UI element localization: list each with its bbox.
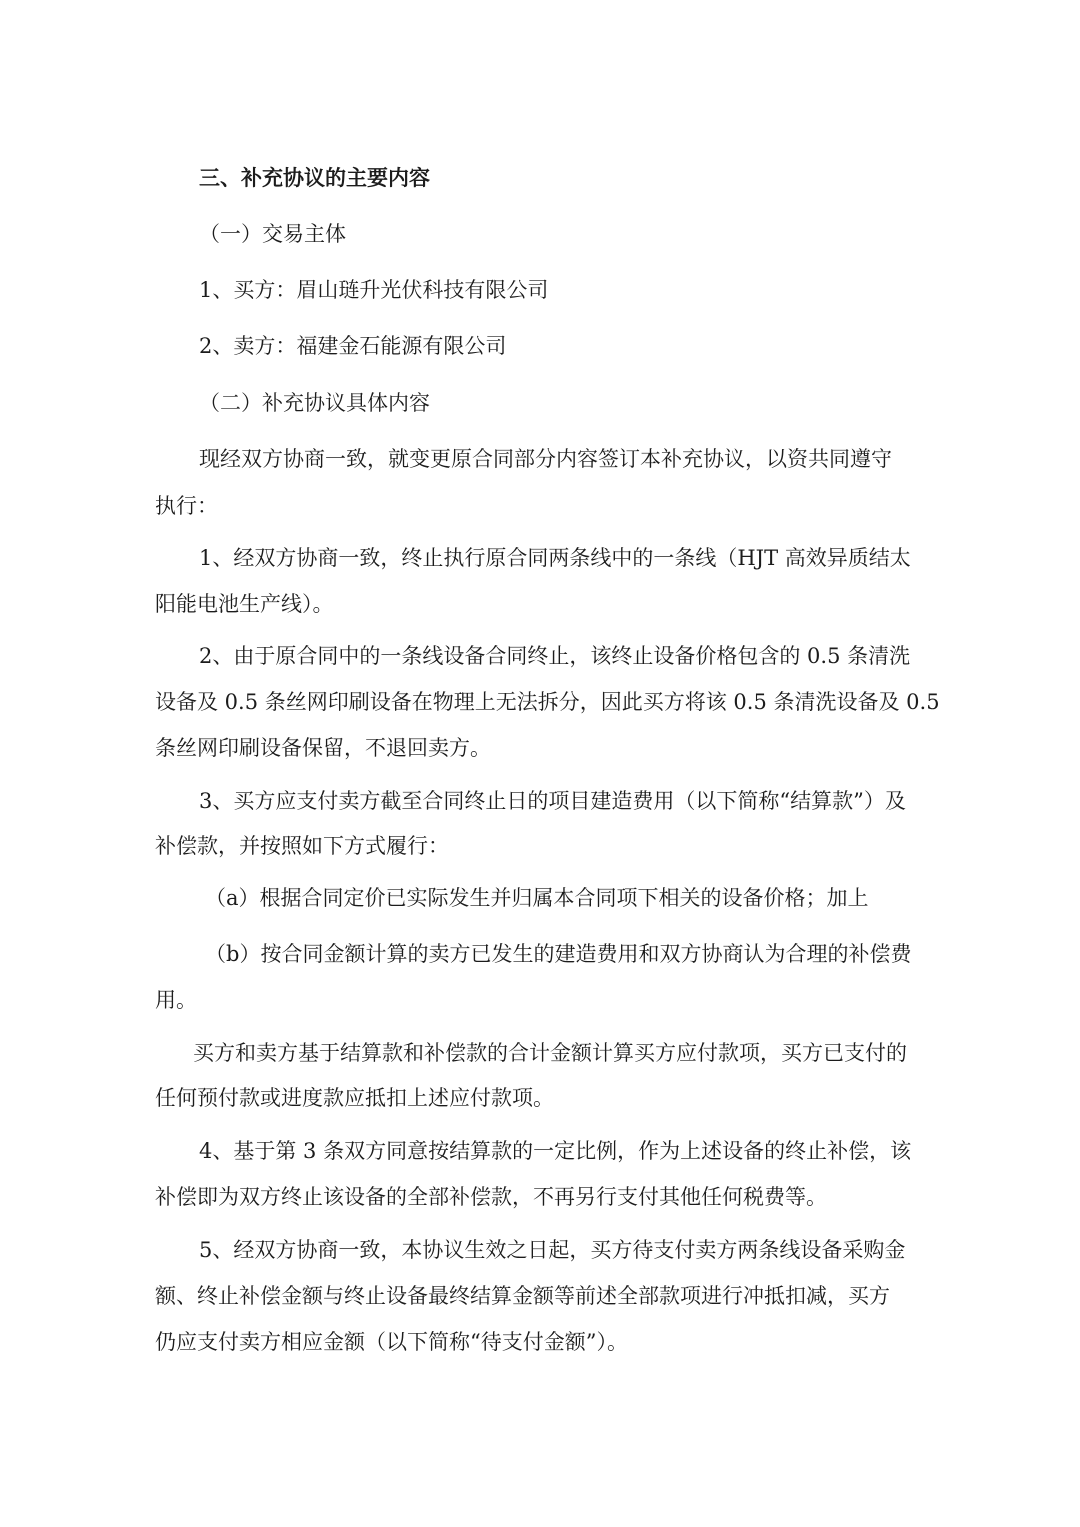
item3a-line: （a）根据合同定价已实际发生并归属本合同项下相关的设备价格；加上 — [205, 886, 869, 910]
item1-line-2: 阳能电池生产线）。 — [155, 592, 334, 616]
offset-line-1: 买方和卖方基于结算款和补偿款的合计金额计算买方应付款项，买方已支付的 — [193, 1041, 907, 1065]
item1-line-1: 1、经双方协商一致，终止执行原合同两条线中的一条线（HJT 高效异质结太 — [199, 546, 911, 570]
content-title: （二）补充协议具体内容 — [199, 391, 430, 415]
item5-line-2: 额、终止补偿金额与终止设备最终结算金额等前述全部款项进行冲抵扣减，买方 — [155, 1284, 890, 1308]
section-heading: 三、补充协议的主要内容 — [199, 166, 430, 190]
item5-line-1: 5、经双方协商一致，本协议生效之日起，买方待支付卖方两条线设备采购金 — [199, 1238, 906, 1262]
item2-line-2: 设备及 0.5 条丝网印刷设备在物理上无法拆分，因此买方将该 0.5 条清洗设备及 0.5 — [155, 690, 940, 714]
item2-line-1: 2、由于原合同中的一条线设备合同终止，该终止设备价格包含的 0.5 条清洗 — [199, 644, 911, 668]
item2-line-3: 条丝网印刷设备保留，不退回卖方。 — [155, 736, 491, 760]
item3-line-2: 补偿款，并按照如下方式履行： — [155, 834, 449, 858]
item4-line-1: 4、基于第 3 条双方同意按结算款的一定比例，作为上述设备的终止补偿，该 — [199, 1139, 912, 1163]
buyer-line: 1、买方：眉山琏升光伏科技有限公司 — [199, 278, 549, 302]
intro-line-1: 现经双方协商一致，就变更原合同部分内容签订本补充协议，以资共同遵守 — [199, 447, 892, 471]
item4-line-2: 补偿即为双方终止该设备的全部补偿款，不再另行支付其他任何税费等。 — [155, 1185, 827, 1209]
offset-line-2: 任何预付款或进度款应抵扣上述应付款项。 — [155, 1086, 554, 1110]
item3b-line-2: 用。 — [155, 988, 197, 1012]
item3-line-1: 3、买方应支付卖方截至合同终止日的项目建造费用（以下简称“结算款”）及 — [199, 789, 906, 813]
item5-line-3: 仍应支付卖方相应金额（以下简称“待支付金额”）。 — [155, 1330, 628, 1354]
parties-title: （一）交易主体 — [199, 222, 346, 246]
seller-line: 2、卖方：福建金石能源有限公司 — [199, 334, 507, 358]
item3b-line-1: （b）按合同金额计算的卖方已发生的建造费用和双方协商认为合理的补偿费 — [205, 942, 912, 966]
intro-line-2: 执行： — [155, 494, 218, 518]
